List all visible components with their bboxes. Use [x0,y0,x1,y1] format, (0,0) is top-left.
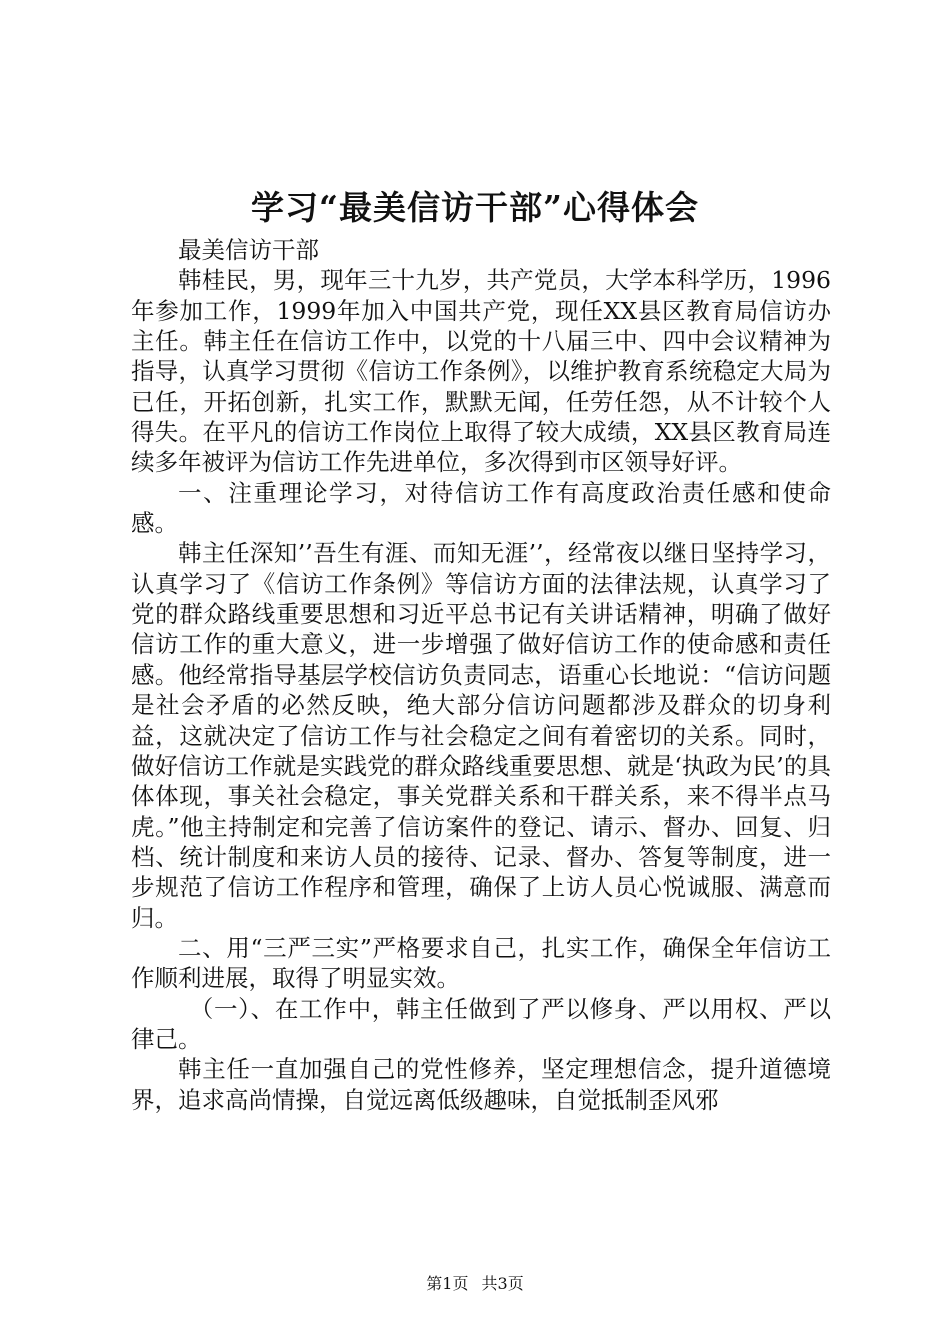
document-body [131,235,831,1115]
page-number-total: 共3页 [481,1274,524,1293]
paragraph-section-two-heading: 二、用“三严三实”严格要求自己，扎实工作，确保全年信访工作顺利进展，取得了明显实效。 [131,933,831,993]
paragraph-subsection-one-heading: （一）、在工作中，韩主任做到了严以修身、严以用权、严以律己。 [131,994,831,1053]
paragraph-section-one-body: 韩主任深知’’吾生有涯、而知无涯’’，经常夜以继日坚持学习，认真学习了《信访工作条例》等信访方面的法律法规，认真学习了党的群众路线重要思想和习近平总书记有关讲话精神，明确了做好信访工作的重大意义，进一步增强了做好信访工作的使命感和责任感。他经常指导基层学校信访负责同志，语重心长地说：“信访问题是社会矛盾的必然反映，绝大部分信访问题都涉及群众的切身利益，这就决定了信访工作与社会稳定之间有着密切的关系。同时，做好信访工作就是实践党的群众路线重要思想、就是‘执政为民’的具体体现，事关社会稳定，事关党群关系和干群关系，来不得半点马虎。”他主持制定和完善了信访案件的登记、请示、督办、回复、归档、统计制度和来访人员的接待、记录、督办、答复等制度，进一步规范了信访工作程序和管理，确保了上访人员心悦诚服、满意而归。 [131,539,831,932]
paragraph-section-one-heading: 一、注重理论学习，对待信访工作有高度政治责任感和使命感。 [131,478,831,538]
paragraph-subtitle: 最美信访干部 [178,236,319,264]
paragraph-intro: 韩桂民，男，现年三十九岁，共产党员，大学本科学历，1996年参加工作，1999年加入中国共产党，现任XX县区教育局信访办主任。韩主任在信访工作中，以党的十八届三中、四中会议精神为指导，认真学习贯彻《信访工作条例》，以维护教育系统稳定大局为已任，开拓创新，扎实工作，默默无闻，任劳任怨，从不计较个人得失。在平凡的信访工作岗位上取得了较大成绩，XX县区教育局连续多年被评为信访工作先进单位，多次得到市区领导好评。 [131,266,831,477]
paragraph-subsection-one-body: 韩主任一直加强自己的党性修养，坚定理想信念，提升道德境界，追求高尚情操，自觉远离低级趣味，自觉抵制歪风邪 [131,1055,831,1114]
document-title: 学习“最美信访干部”心得体会 [251,188,699,227]
page-footer [0,1273,950,1295]
page-number-current: 第1页 [426,1274,469,1293]
